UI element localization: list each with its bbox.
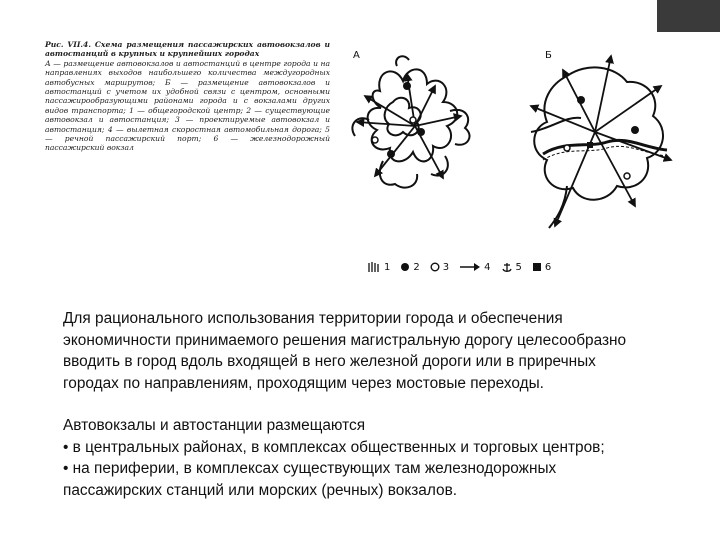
legend-item-1 bbox=[367, 261, 390, 273]
filled-circle-icon bbox=[400, 262, 410, 272]
figure-legend bbox=[367, 255, 647, 279]
anchor-icon bbox=[501, 261, 513, 273]
legend-label-6: 6 bbox=[544, 261, 552, 273]
scheme-b-arrows bbox=[531, 56, 671, 226]
paragraph-line: городах по направлениям, проходящим через мостовые переходы. bbox=[63, 374, 544, 392]
arrow-icon bbox=[459, 262, 481, 272]
legend-label-4: 4 bbox=[484, 261, 491, 273]
paragraph-line: вводить в город вдоль входящей в него железной дороги или в приречных bbox=[63, 353, 596, 370]
paragraph-line: Для рационального использования территории города и обеспечения bbox=[63, 310, 563, 327]
bullet-line: • в центральных районах, в комплексах общественных и торговых центров; bbox=[63, 438, 605, 456]
legend-item-6 bbox=[532, 262, 551, 273]
caption-title: Рис. VII.4. Схема размещения пассажирских автовокзалов и автостанций в крупных и крупнейших городах bbox=[45, 40, 330, 59]
legend-item-2 bbox=[400, 262, 419, 273]
corner-decoration bbox=[657, 0, 720, 32]
legend-item-5 bbox=[501, 261, 522, 273]
center-hatch-icon bbox=[367, 261, 381, 273]
bullet-line: пассажирских станций или морских (речных) вокзалов. bbox=[63, 481, 458, 499]
open-circle-icon bbox=[430, 262, 440, 272]
section-heading: Автовокзалы и автостанции размещаются bbox=[63, 417, 366, 434]
legend-item-3 bbox=[430, 262, 449, 273]
legend-label-2: 2 bbox=[413, 261, 420, 273]
figure bbox=[45, 36, 675, 286]
legend-item-4 bbox=[459, 262, 490, 273]
filled-square-icon bbox=[532, 262, 542, 272]
legend-label-5: 5 bbox=[515, 261, 522, 273]
legend-label-3: 3 bbox=[442, 261, 450, 273]
paragraph-line: экономичности принимаемого решения магистральную дорогу целесообразно bbox=[63, 331, 627, 349]
caption-body: А — размещение автовокзалов и автостанций в центре города и на направлениях выходов наибольшего количества междугородных автобусных маршрутов; Б — размещение автовокзалов и автостанций с учетом их удобной связи с центром, основными пассажирообразующими районами города и с вокзалами других видов транспорта; 1 — общегородской центр; 2 — существующие автовокзал и автостанция; 3 — проектируемые автовокзал и автостанция; 4 — вылетная скоростная автомобильная дорога; 5 — речной пассажирский порт; 6 — железнодорожный пассажирский вокзал bbox=[45, 58, 330, 153]
city-schemes-diagram bbox=[335, 36, 675, 286]
figure-caption bbox=[45, 40, 330, 153]
bullet-line: • на периферии, в комплексах существующих там железнодорожных bbox=[63, 460, 557, 477]
scheme-b-label: Б bbox=[545, 50, 552, 61]
legend-label-1: 1 bbox=[384, 261, 391, 273]
scheme-a-label: А bbox=[353, 50, 360, 61]
body-text bbox=[63, 308, 720, 501]
